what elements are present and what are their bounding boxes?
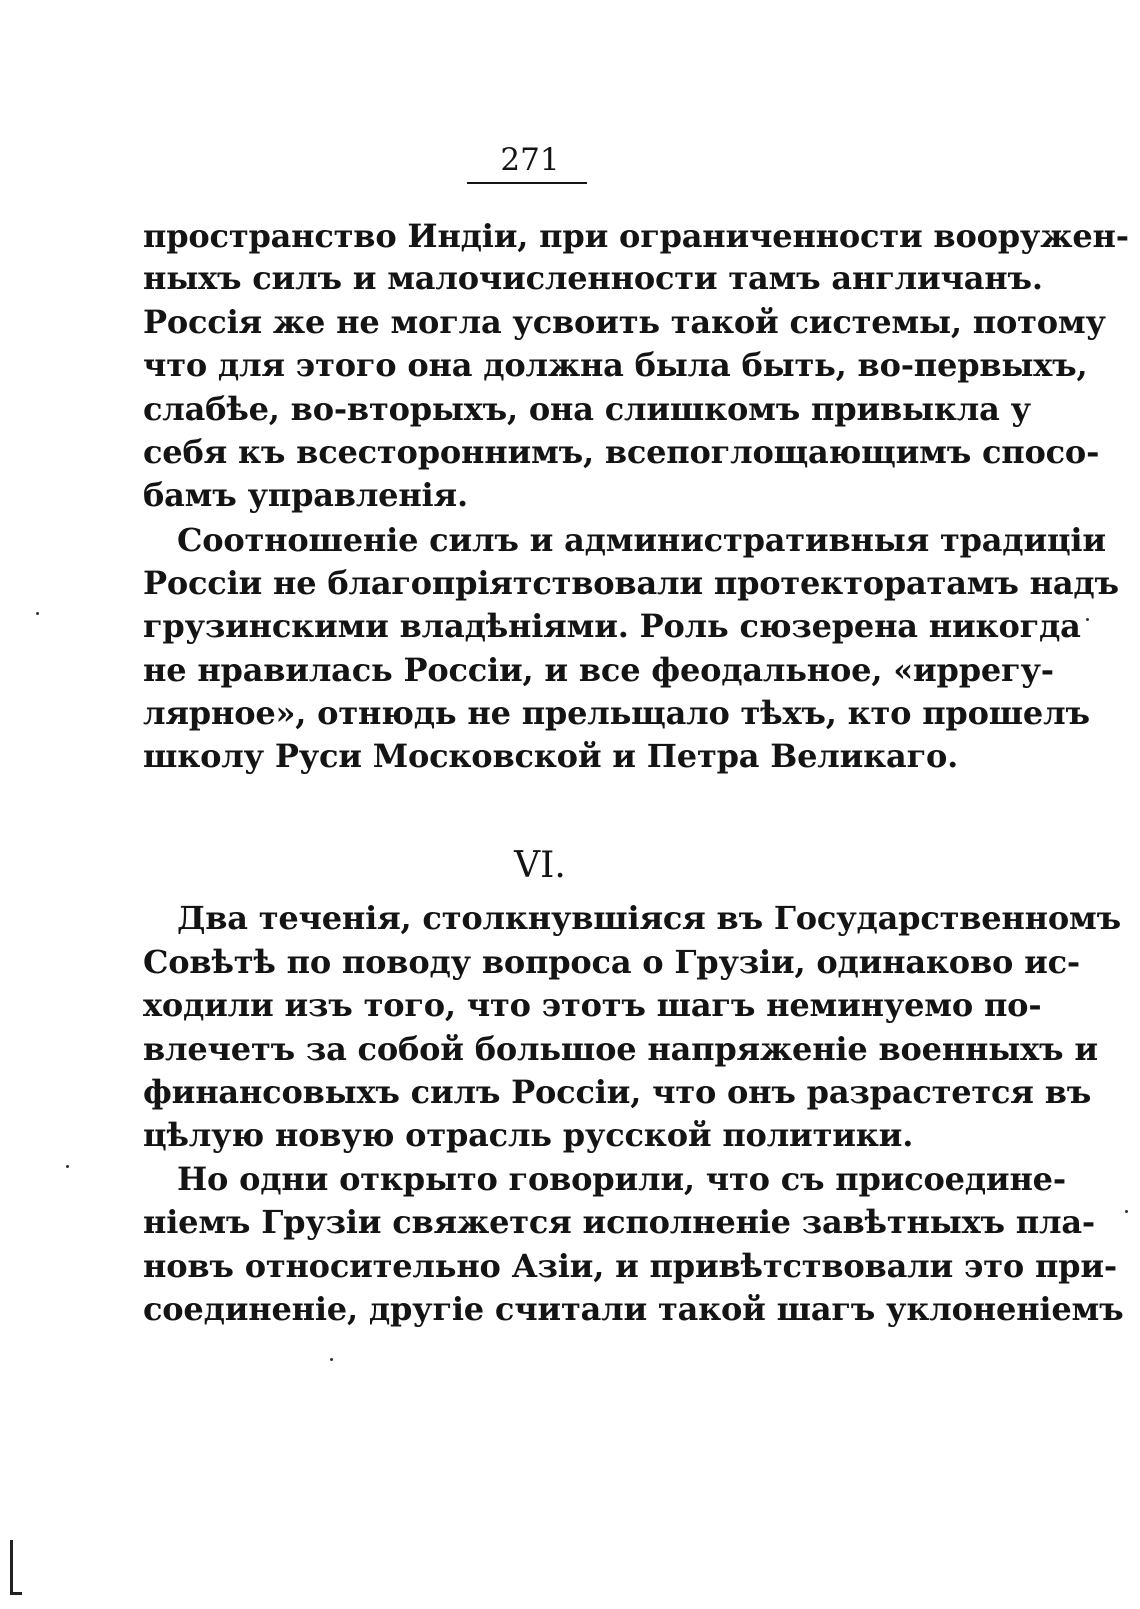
page-number-rule [467, 182, 587, 184]
text-line: Россія же не могла усвоить такой системы, потому [143, 303, 1106, 341]
text-line: финансовыхъ силъ Россіи, что онъ разрастется въ [143, 1073, 1092, 1111]
scan-edge-mark [10, 1592, 22, 1595]
scan-speck [36, 612, 39, 615]
scan-speck [330, 1358, 333, 1361]
text-line: ніемъ Грузіи свяжется исполненіе завѣтныхъ пла- [143, 1203, 1095, 1241]
text-line: что для этого она должна была быть, во-первыхъ, [143, 346, 1088, 384]
text-line: Но одни открыто говорили, что съ присоедине- [177, 1160, 1066, 1198]
scan-edge-mark [10, 1540, 13, 1595]
text-line: Россіи не благопріятствовали протекторатамъ надъ [143, 564, 1119, 602]
text-line: пространство Индіи, при ограниченности вооружен- [143, 217, 1129, 255]
text-line: лярное», отнюдь не прельщало тѣхъ, кто прошелъ [143, 694, 1090, 732]
text-line: грузинскими владѣніями. Роль сюзерена никогда [143, 607, 1081, 645]
text-line: слабѣе, во-вторыхъ, она слишкомъ привыкла у [143, 390, 1031, 428]
text-line: Соотношеніе силъ и административныя традиціи [177, 521, 1106, 559]
page-number: 271 [500, 142, 560, 178]
text-line: цѣлую новую отрасль русской политики. [143, 1116, 914, 1154]
scan-speck [1086, 618, 1089, 621]
section-heading: VI. [514, 845, 566, 886]
text-line: Два теченія, столкнувшіяся въ Государственномъ [177, 899, 1121, 937]
text-line: новъ относительно Азіи, и привѣтствовали это при- [143, 1247, 1117, 1285]
text-line: соединеніе, другіе считали такой шагъ уклоненіемъ [143, 1290, 1124, 1328]
scan-speck [1125, 1210, 1128, 1213]
text-line: Совѣтѣ по поводу вопроса о Грузіи, одинаково ис- [143, 943, 1080, 981]
text-line: школу Руси Московской и Петра Великаго. [143, 737, 959, 775]
text-line: не нравилась Россіи, и все феодальное, «иррегу- [143, 651, 1054, 689]
text-line: себя къ всестороннимъ, всепоглощающимъ спосо- [143, 433, 1100, 471]
text-line: ходили изъ того, что этотъ шагъ неминуемо по- [143, 986, 1042, 1024]
text-line: ныхъ силъ и малочисленности тамъ англичанъ. [143, 259, 1043, 297]
scan-speck [66, 1165, 69, 1168]
text-line: бамъ управленія. [143, 476, 468, 514]
text-line: влечетъ за собой большое напряженіе военныхъ и [143, 1030, 1098, 1068]
